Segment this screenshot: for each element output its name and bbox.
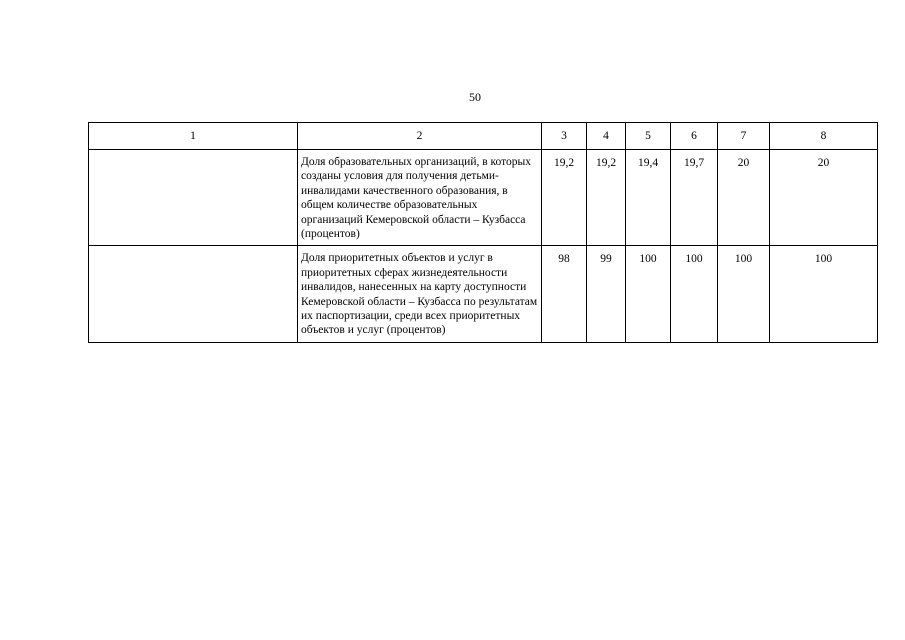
page-number: 50 — [469, 90, 481, 104]
value-cell: 19,7 — [671, 150, 718, 246]
indicator-name: Доля образовательных организаций, в которых созданы условия для получения детьми-инвалидами качественного образования, в общем количестве образовательных организаций Кемеровской области – Кузбасса (процентов) — [298, 150, 542, 246]
value-cell: 20 — [770, 150, 878, 246]
value-cell: 100 — [626, 246, 671, 342]
indicators-table — [88, 122, 878, 343]
value-cell: 98 — [542, 246, 587, 342]
header-cell: 5 — [626, 123, 671, 150]
header-cell: 2 — [298, 123, 542, 150]
header-cell: 1 — [89, 123, 298, 150]
empty-cell — [89, 150, 298, 246]
table-row — [89, 246, 878, 342]
table-header-row — [89, 123, 878, 150]
header-cell: 4 — [587, 123, 626, 150]
header-cell: 7 — [718, 123, 770, 150]
value-cell: 19,2 — [587, 150, 626, 246]
header-cell: 6 — [671, 123, 718, 150]
value-cell: 19,4 — [626, 150, 671, 246]
header-cell: 3 — [542, 123, 587, 150]
empty-cell — [89, 246, 298, 342]
value-cell: 100 — [718, 246, 770, 342]
value-cell: 100 — [671, 246, 718, 342]
table-row — [89, 150, 878, 246]
value-cell: 20 — [718, 150, 770, 246]
header-cell: 8 — [770, 123, 878, 150]
value-cell: 100 — [770, 246, 878, 342]
indicator-name: Доля приоритетных объектов и услуг в приоритетных сферах жизнедеятельности инвалидов, нанесенных на карту доступности Кемеровской области – Кузбасса по результатам их паспортизации, среди всех приоритетных объектов и услуг (процентов) — [298, 246, 542, 342]
value-cell: 99 — [587, 246, 626, 342]
value-cell: 19,2 — [542, 150, 587, 246]
